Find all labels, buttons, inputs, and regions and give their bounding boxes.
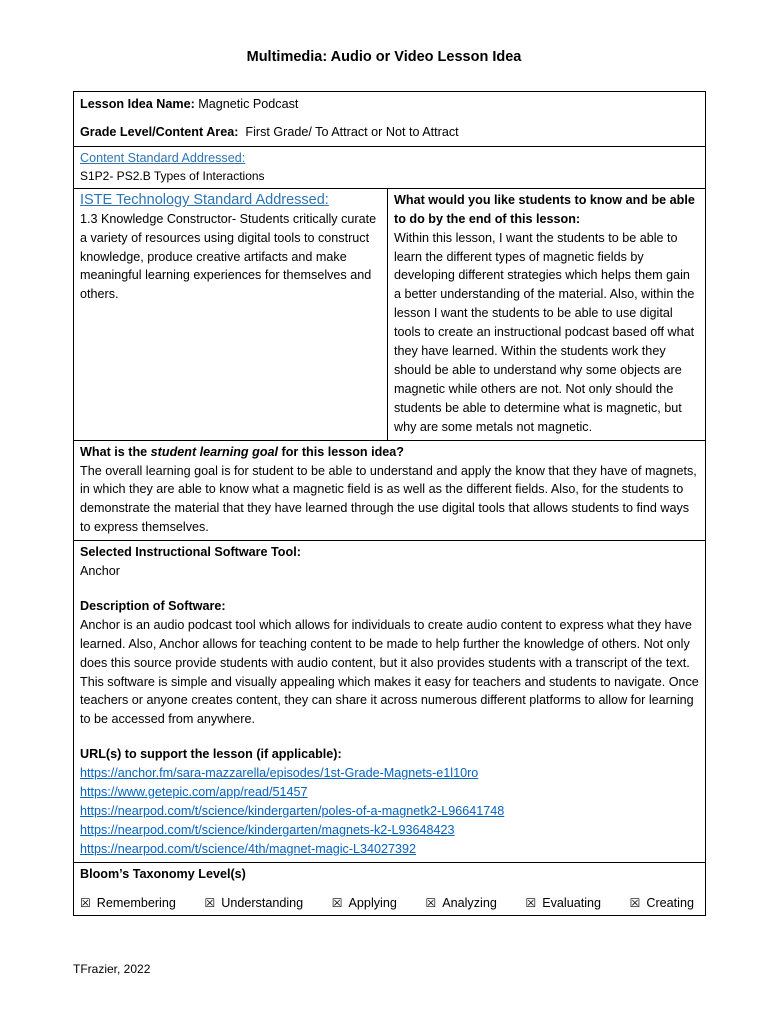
blooms-level-evaluating[interactable]: ☒ Evaluating [525, 895, 602, 910]
objectives-cell [388, 188, 706, 440]
lesson-name-label: Lesson Idea Name: [80, 97, 195, 111]
checked-box-icon: ☒ [629, 895, 641, 910]
blooms-level-creating[interactable]: ☒ Creating [629, 895, 694, 910]
url-link[interactable]: https://nearpod.com/t/science/4th/magnet-magic-L34027392 [80, 841, 417, 856]
lesson-info-row [74, 92, 706, 147]
url-link[interactable]: https://nearpod.com/t/science/kindergarten/magnets-k2-L93648423 [80, 822, 455, 837]
learning-goal-heading: What is the student learning goal for this lesson idea? [80, 444, 404, 459]
iste-body: 1.3 Knowledge Constructor- Students critically curate a variety of resources using digital tools to construct knowledge, produce creative artifacts and make meaningful learning experiences for themselves and others. [80, 211, 377, 302]
url-link[interactable]: https://nearpod.com/t/science/kindergarten/poles-of-a-magnetk2-L96641748 [80, 804, 505, 818]
url-link[interactable]: https://www.getepic.com/app/read/51457 [80, 785, 308, 800]
blooms-level-understanding[interactable]: ☒ Understanding [204, 895, 304, 910]
checked-box-icon: ☒ [204, 895, 216, 910]
learning-goal-body: The overall learning goal is for student to be able to understand and apply the know that they have of magnets, in which they are able to know what a magnetic field is as well as the different fields. Also, for the students to demonstrate the material that they have learned through the use digital tools that allows students to find ways to express themselves. [80, 463, 697, 535]
learning-goal-row [74, 440, 706, 541]
lesson-name-line [80, 95, 700, 114]
checked-box-icon: ☒ [331, 895, 343, 910]
content-standard-row [74, 146, 706, 188]
grade-label: Grade Level/Content Area: [80, 124, 239, 139]
grade-line [80, 123, 700, 142]
blooms-row [74, 862, 706, 915]
blooms-level-applying[interactable]: ☒ Applying [331, 895, 397, 910]
lesson-name-value: Magnetic Podcast [194, 97, 299, 111]
blooms-heading: Bloom’s Taxonomy Level(s) [80, 866, 246, 881]
objectives-body: Within this lesson, I want the students to be able to learn the different types of magnetic fields by developing different strategies which helps them gain a better understanding of the material. Also, within the lesson I want the students to be able to use digital tools to create an instructional podcast based off what they have learned. Within the students work they should be able to understand why some objects are magnetic while others are not. Not only should the students be able to determine what is magnetic, but why are some metals not magnetic. [394, 230, 695, 434]
blooms-levels [80, 894, 700, 913]
blooms-level-remembering[interactable]: ☒ Remembering [80, 895, 176, 910]
content-standard-heading: Content Standard Addressed: [80, 150, 246, 165]
software-description-body: Anchor is an audio podcast tool which allows for individuals to create audio content to express what they have learned. Also, Anchor allows for teaching content to be made to help further the knowledge of others. Not only does this source provide students with audio content, but it also provides students with a transcript of the text. This software is simple and visually appealing which makes it easy for teachers and students to navigate. Once teachers or anyone creates content, they can share it across numerous different platforms to allow for learning to be accessed from anywhere. [80, 617, 699, 727]
standards-row [74, 188, 706, 440]
software-tool-label: Selected Instructional Software Tool: [80, 545, 301, 560]
blooms-level-analyzing[interactable]: ☒ Analyzing [425, 895, 497, 910]
checked-box-icon: ☒ [525, 895, 537, 910]
footer-credit: TFrazier, 2022 [73, 962, 151, 976]
urls-label: URL(s) to support the lesson (if applicable): [80, 747, 342, 762]
software-row [74, 541, 706, 863]
objectives-heading: What would you like students to know and be able to do by the end of this lesson: [394, 192, 695, 226]
url-link[interactable]: https://anchor.fm/sara-mazzarella/episodes/1st-Grade-Magnets-e1l10ro [80, 766, 479, 781]
content-standard-value: S1P2- PS2.B Types of Interactions [80, 168, 265, 183]
iste-cell [74, 188, 388, 440]
grade-value: First Grade/ To Attract or Not to Attract [238, 124, 459, 139]
document-title: Multimedia: Audio or Video Lesson Idea [246, 49, 522, 65]
software-description-label: Description of Software: [80, 598, 226, 613]
lesson-table [73, 91, 706, 916]
checked-box-icon: ☒ [80, 895, 91, 910]
iste-heading: ISTE Technology Standard Addressed: [80, 191, 329, 208]
software-tool-value: Anchor [80, 564, 120, 579]
checked-box-icon: ☒ [425, 895, 437, 910]
